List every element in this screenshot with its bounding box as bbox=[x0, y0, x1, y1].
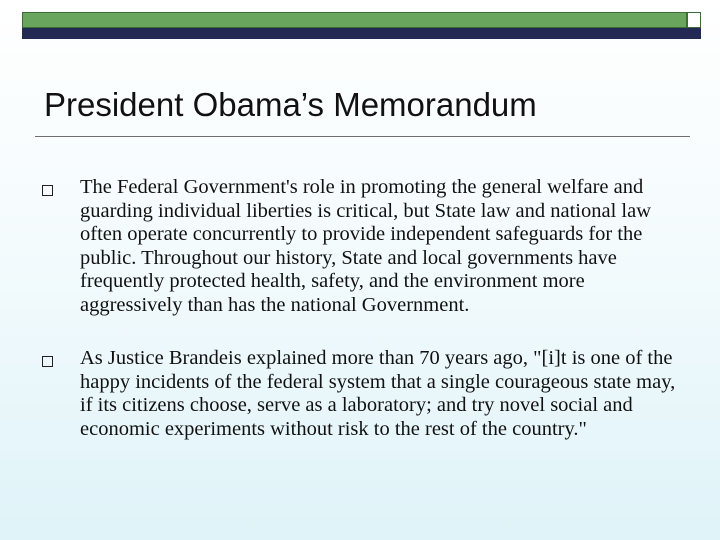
slide-title: President Obama’s Memorandum bbox=[44, 86, 537, 123]
square-bullet-icon bbox=[42, 356, 53, 367]
header-bar-navy bbox=[22, 28, 687, 39]
corner-box-bottom bbox=[687, 28, 701, 39]
bullet-item bbox=[40, 347, 680, 441]
bullet-item bbox=[40, 176, 680, 317]
corner-box-top bbox=[687, 12, 701, 28]
bullet-text: As Justice Brandeis explained more than 70 years ago, "[i]t is one of the happy incidents of the federal system that a single courageous state may, if its citizens choose, serve as a laboratory; and try novel social and economic experiments without risk to the rest of the country." bbox=[80, 347, 676, 440]
title-divider bbox=[35, 136, 690, 137]
header-bar-green bbox=[22, 12, 687, 28]
square-bullet-icon bbox=[42, 185, 53, 196]
bullet-list bbox=[40, 176, 680, 471]
header-corner-box bbox=[687, 12, 701, 39]
header-bar bbox=[22, 12, 687, 28]
bullet-text: The Federal Government's role in promoting the general welfare and guarding individual liberties is critical, but State law and national law often operate concurrently to provide independent safeguards for the public. Throughout our history, State and local governments have frequently protected health, safety, and the environment more aggressively than has the national Government. bbox=[80, 176, 652, 316]
